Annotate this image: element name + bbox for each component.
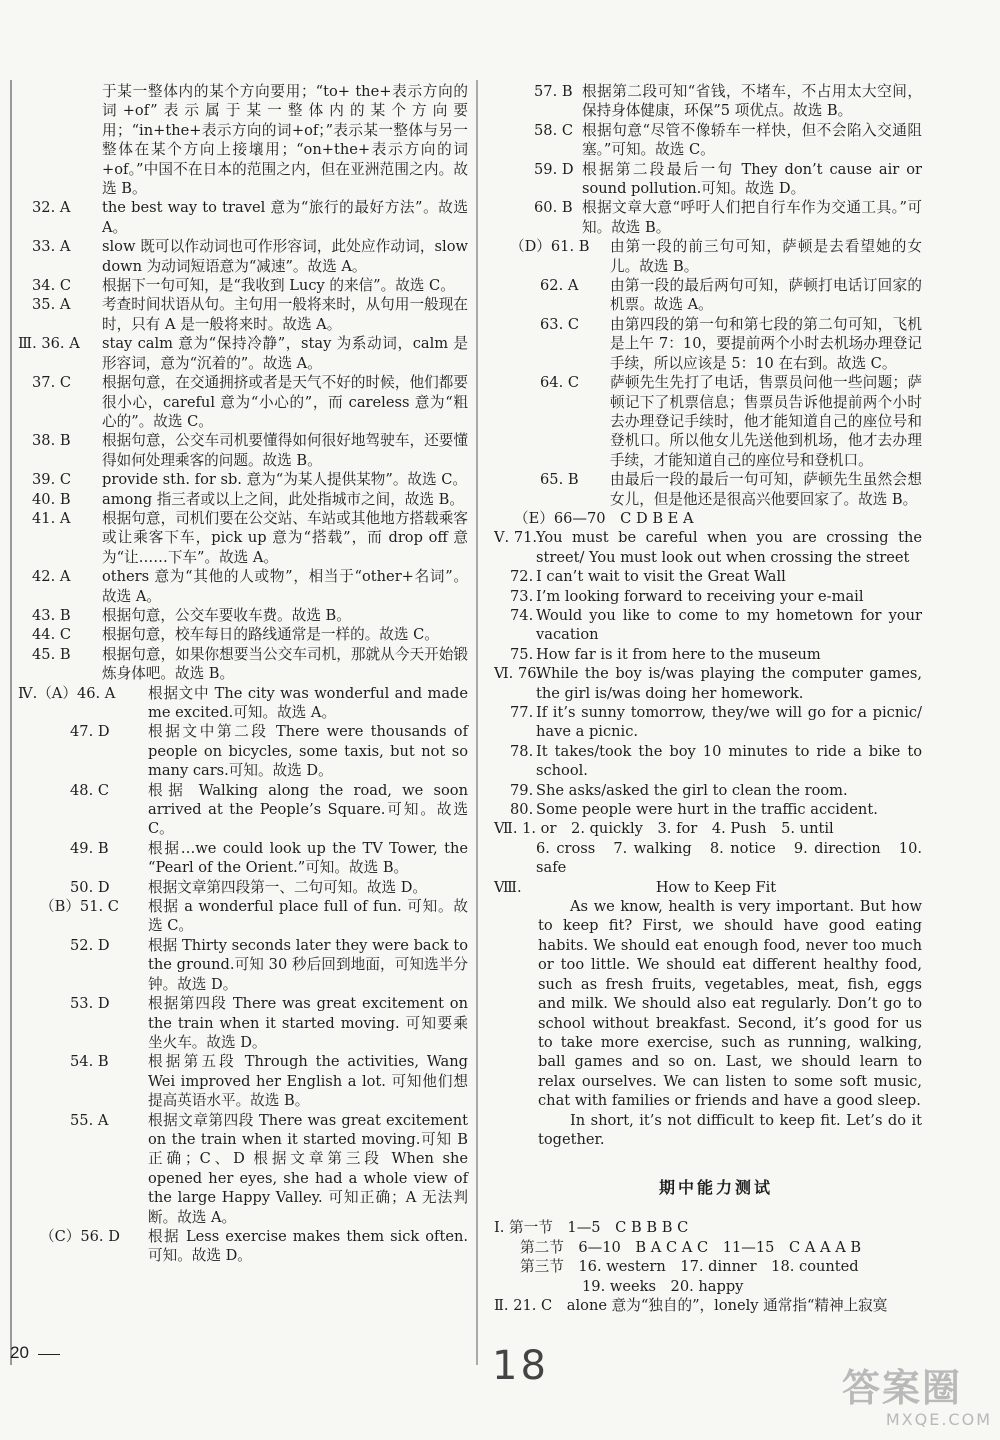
answer-item: 32. A the best way to travel 意为“旅行的最好方法”。故选 A。: [32, 199, 468, 236]
handwritten-number: 18: [492, 1343, 549, 1389]
essay-paragraph-1: As we know, health is very important. But how to keep fit? First, we should have good eating habits. We should eat enough food, never too much or too little. We should eat different healthy food, such as fresh fruits, vegetables, meat, fish, eggs and milk. We should also eat regularly. Don’t go to school without breakfast. Second, it’s good for us to take more exercise, such as running, walking, ball games and so on. Last, we should learn to relax ourselves. We can listen to some soft music, chat with families or friends and have a good sleep.: [538, 898, 922, 1110]
answer-item: 74. Would you like to come to my hometown for your vacation: [510, 606, 922, 644]
answer-item: Ⅴ. 71. You must be careful when you are crossing the street/ You must look out when crossing the street: [494, 529, 922, 566]
answer-item: 44. C 根据句意，校车每日的路线通常是一样的。故选 C。: [32, 626, 439, 644]
answer-item: Ⅳ.（A）46. A 根据文中 The city was wonderful and made me excited.可知。故选 A。: [18, 684, 468, 721]
left-margin-rule: [10, 80, 12, 1365]
essay-paragraph-2: In short, it’s not difficult to keep fit. Let’s do it together.: [538, 1111, 922, 1148]
answer-item: 48. C 根据 Walking along the road, we soon arrived at the People’s Square.可知。故选 C。: [70, 781, 468, 838]
answer-item: 80. Some people were hurt in the traffic accident.: [510, 801, 878, 819]
answer-item: 57. B 根据第二段可知“省钱，不堵车，不占用太大空间，保持身体健康，环保”5 项优点。故选 B。: [534, 83, 922, 120]
answer-item: 75. How far is it from here to the museum: [510, 645, 821, 663]
page-number-dash: [38, 1354, 60, 1355]
answer-item: （B）51. C 根据 a wonderful place full of fun. 可知。故选 C。: [40, 898, 468, 935]
answer-item: 42. A others 意为“其他的人或物”，相当于“other+名词”。故选 A。: [32, 568, 468, 605]
answer-item: 79. She asks/asked the girl to clean the room.: [510, 781, 848, 799]
answer-item: 53. D 根据第四段 There was great excitement on the train when it started moving. 可知要乘坐火车。故选 D。: [70, 995, 468, 1051]
column-divider: [476, 80, 478, 1365]
section-e-answers: （E）66—70 C D B E A: [514, 509, 694, 527]
answer-item: 33. A slow 既可以作动词也可作形容词，此处应作动词，slow down 为动词短语意为“减速”。故选 A。: [32, 238, 468, 275]
answer-item: 55. A 根据文章第四段 There was great excitement on the train when it started moving.可知 B 正确；C、D 根据文章第三段 When she opened her eyes, she had a whole view of the large Happy Valley. 可知正确；A 无法判断。故选 A。: [70, 1111, 468, 1226]
exam-answers-row-1: Ⅰ. 第一节 1—5 C B B B C: [494, 1219, 689, 1237]
answer-item: 72. I can’t wait to visit the Great Wall: [510, 568, 786, 586]
answer-item: 58. C 根据句意“尽管不像轿车一样快，但不会陷入交通阻塞。”可知。故选 C。: [534, 121, 922, 159]
answer-item: 35. A 考查时间状语从句。主句用一般将来时，从句用一般现在时，只有 A 是一般将来时。故选 A。: [32, 296, 468, 333]
exam-answers-row-3: 第三节 16. western 17. dinner 18. counted: [520, 1258, 859, 1276]
answer-item: 65. B 由最后一段的最后一句可知，萨顿先生虽然会想女儿，但是他还是很高兴他要回家了。故选 B。: [540, 471, 922, 508]
right-column: [494, 82, 922, 1315]
essay-body: [510, 897, 922, 1149]
answer-item: 37. C 根据句意，在交通拥挤或者是天气不好的时候，他们都要很小心，careful 意为“小心的”，而 careless 意为“粗心的”。故选 C。: [32, 374, 468, 430]
essay-title: How to Keep Fit: [655, 878, 777, 896]
answer-item: 47. D 根据文中第二段 There were thousands of people on bicycles, some taxis, but not so many cars.可知。故选 D。: [70, 723, 468, 780]
answer-item: 73. I’m looking forward to receiving your e-mail: [510, 587, 864, 605]
answer-item: 45. B 根据句意，如果你想要当公交车司机，那就从今天开始锻炼身体吧。故选 B。: [32, 645, 468, 683]
answer-item: 52. D 根据 Thirty seconds later they were back to the ground.可知 30 秒后回到地面，可知选半分钟。故选 D。: [70, 936, 468, 993]
answer-item: 64. C 萨顿先生先打了电话，售票员问他一些问题；萨顿记下了机票信息；售票员告诉他提前两个小时去办理登记手续时，他才能知道自己的座位号和登机口。所以他女儿先送他到机场，他才去办理手续，才能知道自己的座位号和登机口。: [540, 374, 922, 469]
section-vii-row-2: 6. cross 7. walking 8. notice 9. direction 10. safe: [536, 839, 922, 877]
left-column: [18, 82, 468, 1266]
midterm-test-title: 期中能力测试: [658, 1178, 773, 1198]
section-viii-label: Ⅷ.: [494, 878, 522, 896]
answer-item: 59. D 根据第二段最后一句 They don’t cause air or sound pollution.可知。故选 D。: [534, 160, 922, 198]
answer-item: （D）61. B 由第一段的前三句可知，萨顿是去看望她的女儿。故选 B。: [510, 238, 922, 275]
section-viii: [494, 878, 922, 1150]
answer-item: 62. A 由第一段的最后两句可知，萨顿打电话订回家的机票。故选 A。: [540, 277, 922, 314]
answer-item: 78. It takes/took the boy 10 minutes to ride a bike to school.: [510, 742, 922, 780]
answer-item: 77. If it’s sunny tomorrow, they/we will go for a picnic/ have a picnic.: [510, 704, 922, 741]
exam-answers-row-5: Ⅱ. 21. C alone 意为“独自的”，lonely 通常指“精神上寂寞: [494, 1296, 888, 1314]
answer-item: 63. C 由第四段的第一句和第七段的第二句可知，飞机是上午 7：10，要提前两个小时去机场办理登记手续，所以应该是 5：10 在右到。故选 C。: [540, 315, 922, 372]
answer-item: Ⅲ. 36. A stay calm 意为“保持冷静”，stay 为系动词，calm 是形容词，意为“沉着的”。故选 A。: [18, 335, 468, 372]
answer-item: 34. C 根据下一句可知，是“我收到 Lucy 的来信”。故选 C。: [32, 277, 455, 295]
exam-answers-row-2: 第二节 6—10 B A C A C 11—15 C A A A B: [520, 1238, 862, 1256]
section-vii-row-1: Ⅶ. 1. or 2. quickly 3. for 4. Push 5. until: [494, 820, 834, 838]
watermark-text: 答案圈: [842, 1366, 963, 1410]
answer-item: Ⅵ. 76. While the boy is/was playing the computer games, the girl is/was doing her homework.: [494, 665, 922, 702]
continued-answer: 于某一整体内的某个方向要用；“to+ the+表示方向的词+of”表示属于某一整体内的某个方向要用；“in+the+表示方向的词+of；”表示某一整体与另一整体在某个方向上接壤用；“on+the+表示方向的词+of。”中国不在日本的范围之内，但在亚洲范围之内。故选 B。: [102, 83, 468, 198]
answer-item: 40. B among 指三者或以上之间，此处指城市之间，故选 B。: [32, 490, 464, 508]
answer-item: 41. A 根据句意，司机们要在公交站、车站或其他地方搭载乘客或让乘客下车，pick up 意为“搭载”，而 drop off 意为“让……下车”。故选 A。: [32, 509, 468, 566]
answer-item: 43. B 根据句意，公交车要收车费。故选 B。: [32, 606, 351, 624]
exam-answers-row-4: 19. weeks 20. happy: [582, 1277, 744, 1295]
answer-item: 54. B 根据第五段 Through the activities, Wang Wei improved her English a lot. 可知他们想提高英语水平。故选 B。: [70, 1053, 468, 1110]
answer-item: 49. B 根据…we could look up the TV Tower, the “Pearl of the Orient.”可知。故选 B。: [70, 839, 468, 877]
page-number: 20: [10, 1343, 29, 1362]
answer-item: 50. D 根据文章第四段第一、二句可知。故选 D。: [70, 878, 428, 896]
watermark-url: MXQE.COM: [885, 1410, 992, 1429]
answer-item: 60. B 根据文章大意“呼吁人们把自行车作为交通工具。”可知。故选 B。: [534, 199, 922, 236]
answer-item: 39. C provide sth. for sb. 意为“为某人提供某物”。故选 C。: [32, 471, 468, 489]
answer-item: （C）56. D 根据 Less exercise makes them sick often.可知。故选 D。: [40, 1227, 468, 1265]
watermark-logo: [842, 1366, 992, 1436]
answer-item: 38. B 根据句意，公交车司机要懂得如何很好地驾驶车，还要懂得如何处理乘客的问题。故选 B。: [32, 432, 468, 469]
